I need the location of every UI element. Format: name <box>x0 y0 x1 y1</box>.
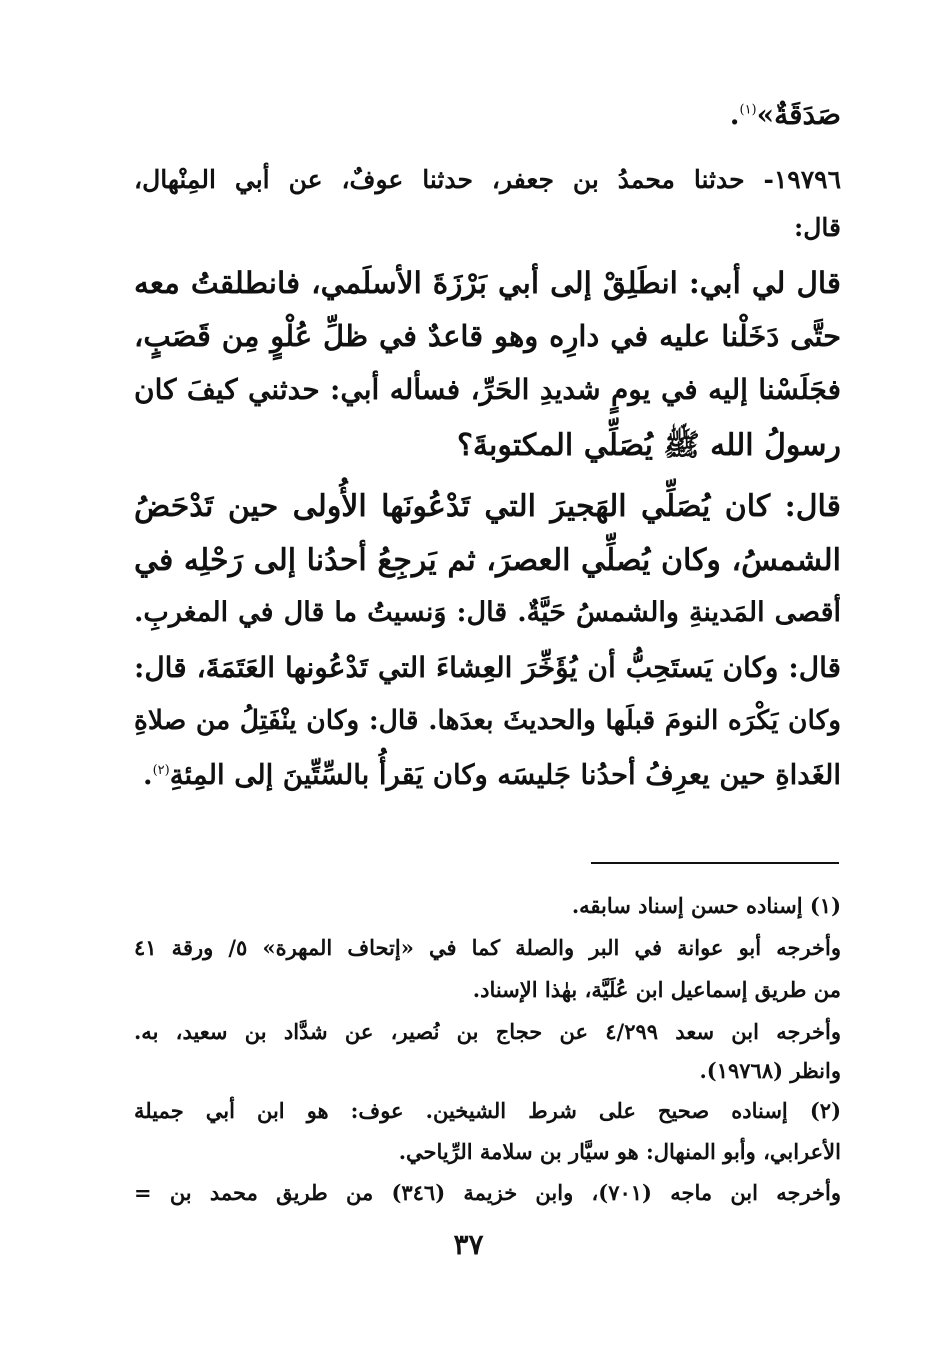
body-line: الشمسُ، وكان يُصلِّي العصرَ، ثم يَرجِعُ أحدُنا إلى رَحْلِه في <box>134 543 841 578</box>
hadith-head-line: قال: <box>794 213 841 242</box>
page-number: ٣٧ <box>453 1228 484 1261</box>
footnote-ref-1: (١) <box>739 102 757 118</box>
footnote-line: وأخرجه ابن ماجه (٧٠١)، وابن خزيمة (٣٤٦) من طريق محمد بن = <box>134 1180 841 1205</box>
footnote-ref-2: (٢) <box>152 762 170 778</box>
hadith-number-line: ١٩٧٩٦- حدثنا محمدُ بن جعفر، حدثنا عوفٌ، عن أبي المِنْهال، <box>134 165 841 194</box>
body-line: فجَلَسْنا إليه في يومٍ شديدِ الحَرِّ، فسأله أبي: حدثني كيفَ كان <box>134 373 841 406</box>
closing-text: صَدَقَةٌ» <box>756 98 841 131</box>
body-line: حتَّى دَخَلْنا عليه في دارِه وهو قاعدٌ في ظلِّ عُلْوٍ مِن قَصَبٍ، <box>134 319 841 353</box>
body-line: قال: كان يُصَلِّي الهَجيرَ التي تَدْعُونَها الأُولى حين تَدْحَضُ <box>134 489 841 524</box>
footnote-line: وأخرجه ابن سعد ٤/٢٩٩ عن حجاج بن نُصير، عن شدَّاد بن سعيد، به. <box>134 1019 842 1044</box>
body-end-punct: . <box>143 759 153 791</box>
body-line: رسولُ الله ﷺ يُصَلِّي المكتوبةَ؟ <box>456 428 841 463</box>
footnote-line: من طريق إسماعيل ابن عُلَيَّة، بهٰذا الإسناد. <box>472 977 841 1002</box>
footnote-separator <box>591 862 839 864</box>
footnote-line: (١) إسناده حسن إسناد سابقه. <box>571 893 841 918</box>
body-final-line <box>134 759 841 791</box>
body-line: الغَداةِ حين يعرِفُ أحدُنا جَليسَه وكان يَقرأُ بالسِّتِّينَ إلى المِئةِ <box>169 759 841 791</box>
footnote-line: (٢) إسناده صحيح على شرط الشيخين. عوف: هو ابن أبي جميلة <box>134 1098 841 1123</box>
body-line: قال: وكان يَستَحِبُّ أن يُؤَخِّرَ العِشاءَ التي تَدْعُونها العَتَمَةَ، قال: <box>134 651 841 684</box>
previous-hadith-closing <box>134 98 841 131</box>
closing-punct: . <box>729 98 740 131</box>
footnote-line: وأخرجه أبو عوانة في البر والصلة كما في «إتحاف المهرة» ٥/ ورقة ٤١ <box>134 935 841 960</box>
footnote-line: وانظر (١٩٧٦٨). <box>699 1058 841 1083</box>
body-line: قال لي أبي: انطَلِقْ إلى أبي بَرْزَةَ الأسلَمي، فانطلقتُ معه <box>134 265 841 300</box>
body-line: أقصى المَدينةِ والشمسُ حَيَّةٌ. قال: وَنسيتُ ما قال في المغربِ. <box>134 597 841 628</box>
body-line: وكان يَكْرَه النومَ قبلَها والحديثَ بعدَها. قال: وكان ينْفَتِلُ من صلاةِ <box>134 705 841 736</box>
footnote-line: الأعرابي، وأبو المنهال: هو سيَّار بن سلامة الرِّياحي. <box>398 1139 841 1164</box>
